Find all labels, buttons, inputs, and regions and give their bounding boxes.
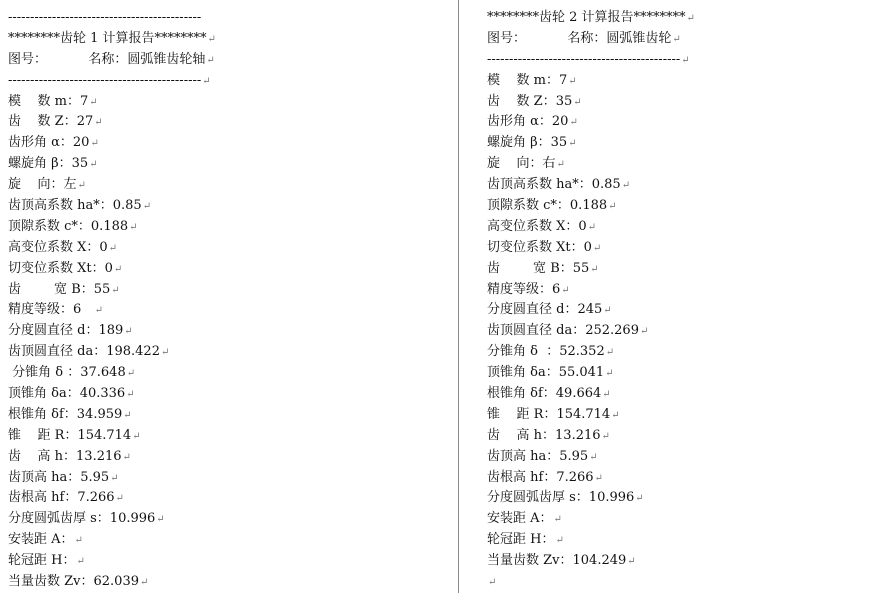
report-line-text: 顶锥角 δa：40.336	[8, 386, 126, 402]
report-line-text: 齿 宽 B：55	[8, 281, 111, 297]
report-line-text: 顶隙系数 c*：0.188	[8, 218, 129, 234]
report-line	[487, 509, 887, 530]
report-line-text: 切变位系数 Xt：0	[8, 260, 113, 276]
report-line-text: 分锥角 δ ：37.648	[8, 365, 126, 381]
paragraph-mark-icon: ↵	[594, 472, 603, 484]
paragraph-mark-icon: ↵	[556, 159, 565, 171]
report-line-text: 齿顶高 ha：5.95	[8, 469, 110, 485]
report-line-text: 高变位系数 X：0	[8, 239, 108, 255]
report-line-text: 精度等级：6	[487, 281, 561, 297]
report-line-text: 齿顶高系数 ha*：0.85	[8, 198, 142, 214]
report-line	[487, 133, 887, 154]
report-line-text: 当量齿数 Zv：104.249	[487, 553, 627, 569]
report-line-text: 齿 高 h：13.216	[487, 427, 601, 443]
paragraph-mark-icon: ↵	[89, 159, 98, 171]
report-line-text: 根锥角 δf：49.664	[487, 386, 602, 402]
report-line	[487, 50, 887, 71]
report-line	[487, 384, 887, 405]
paragraph-mark-icon: ↵	[568, 75, 577, 87]
report-line	[487, 551, 887, 572]
paragraph-mark-icon: ↵	[686, 13, 695, 24]
paragraph-mark-icon: ↵	[110, 472, 119, 484]
report-line	[487, 29, 887, 50]
paragraph-mark-icon: ↵	[635, 493, 644, 505]
report-line-text: 高变位系数 X：0	[487, 218, 587, 234]
report-line-text: 顶锥角 δa：55.041	[487, 365, 605, 381]
report-line	[8, 133, 448, 154]
paragraph-mark-icon: ↵	[115, 493, 124, 505]
report-line	[8, 29, 448, 50]
report-line-text: 齿形角 α：20	[8, 135, 90, 151]
paragraph-mark-icon: ↵	[77, 180, 86, 192]
paragraph-mark-icon: ↵	[605, 368, 614, 380]
report-line-text: 齿根高 hf：7.266	[487, 469, 594, 485]
report-line	[8, 196, 448, 217]
report-line	[8, 259, 448, 280]
report-line-text: 分度圆直径 d：189	[8, 323, 124, 339]
report-line	[487, 405, 887, 426]
report-line	[8, 342, 448, 363]
paragraph-mark-icon: ↵	[207, 33, 216, 45]
report-line	[487, 112, 887, 133]
paragraph-mark-icon: ↵	[126, 389, 135, 401]
report-line-text: 锥 距 R：154.714	[8, 427, 132, 443]
paragraph-mark-icon: ↵	[76, 556, 85, 568]
report-line	[487, 175, 887, 196]
paragraph-mark-icon: ↵	[111, 284, 120, 296]
report-line-text: 齿顶高系数 ha*：0.85	[487, 177, 621, 193]
paragraph-mark-icon: ↵	[74, 535, 83, 547]
report-line	[8, 384, 448, 405]
report-line-text: 齿顶高 ha：5.95	[487, 448, 589, 464]
report-line	[8, 468, 448, 489]
report-line	[8, 217, 448, 238]
paragraph-mark-icon: ↵	[206, 54, 215, 66]
report-line-text: 分度圆弧齿厚 s：10.996	[8, 511, 156, 527]
report-line	[8, 530, 448, 551]
report-line-text: 齿 高 h：13.216	[8, 448, 122, 464]
report-line	[8, 280, 448, 301]
report-line-text: 模 数 m：7	[487, 72, 568, 88]
paragraph-mark-icon: ↵	[605, 347, 615, 359]
report-line	[487, 217, 887, 238]
paragraph-mark-icon: ↵	[561, 284, 570, 296]
paragraph-mark-icon: ↵	[627, 556, 636, 568]
paragraph-mark-icon: ↵	[124, 326, 133, 338]
report-line	[487, 238, 887, 259]
report-line-text: 螺旋角 β：35	[487, 135, 568, 151]
report-line-text: 安装距 A：	[487, 511, 553, 527]
paragraph-mark-icon: ↵	[621, 180, 631, 192]
report-line	[8, 488, 448, 509]
paragraph-mark-icon: ↵	[587, 221, 597, 233]
paragraph-mark-icon: ↵	[601, 430, 610, 442]
report-line-text: --------------------------------------------	[8, 72, 202, 88]
paragraph-mark-icon: ↵	[156, 514, 165, 526]
paragraph-mark-icon: ↵	[672, 33, 681, 45]
report-line-text: 轮冠距 H：	[8, 553, 76, 569]
report-line	[487, 342, 887, 363]
paragraph-mark-icon: ↵	[639, 326, 649, 338]
paragraph-mark-icon: ↵	[140, 577, 149, 589]
paragraph-mark-icon: ↵	[589, 451, 598, 463]
report-line	[487, 530, 887, 551]
paragraph-mark-icon: ↵	[603, 305, 612, 317]
paragraph-mark-icon: ↵	[568, 138, 577, 150]
report-line	[487, 572, 887, 593]
report-line	[487, 488, 887, 509]
report-line	[487, 363, 887, 384]
report-line-text: 模 数 m：7	[8, 93, 89, 109]
report-line	[487, 321, 887, 342]
report-line	[8, 426, 448, 447]
paragraph-mark-icon: ↵	[142, 201, 152, 213]
report-line	[8, 71, 448, 92]
paragraph-mark-icon: ↵	[89, 96, 98, 108]
report-line	[487, 426, 887, 447]
paragraph-mark-icon: ↵	[555, 535, 564, 547]
report-line-text: 齿 数 Z：27	[8, 114, 94, 130]
report-line	[8, 509, 448, 530]
report-line-text: 分度圆弧齿厚 s：10.996	[487, 490, 635, 506]
report-line-text: --------------------------------------------	[8, 10, 202, 25]
report-line-text: 齿根高 hf：7.266	[8, 490, 115, 506]
report-line	[487, 154, 887, 175]
paragraph-mark-icon: ↵	[113, 263, 123, 275]
report-line-text: 锥 距 R：154.714	[487, 406, 611, 422]
report-line-text: 根锥角 δf：34.959	[8, 406, 123, 422]
report-line	[8, 92, 448, 113]
report-line	[8, 112, 448, 133]
report-line-text: 齿 宽 B：55	[487, 260, 590, 276]
report-line-text: 齿 数 Z：35	[487, 93, 573, 109]
report-line	[8, 321, 448, 342]
report-line-text: 当量齿数 Zv：62.039	[8, 574, 139, 590]
report-line-text: 精度等级：6	[8, 302, 94, 318]
report-line-text: 分锥角 δ ：52.352	[487, 344, 605, 360]
paragraph-mark-icon: ↵	[94, 117, 103, 129]
paragraph-mark-icon: ↵	[590, 263, 599, 275]
paragraph-mark-icon: ↵	[132, 430, 141, 442]
report-line	[8, 238, 448, 259]
report-line-text: ********齿轮 1 计算报告********	[8, 30, 207, 46]
paragraph-mark-icon: ↵	[553, 514, 562, 526]
report-line-text: 齿形角 α：20	[487, 114, 569, 130]
report-line-text: 图号： 名称：圆弧锥齿轮	[487, 30, 672, 46]
report-line	[487, 280, 887, 301]
paragraph-mark-icon: ↵	[202, 75, 211, 87]
report-line	[8, 50, 448, 71]
report-line	[487, 71, 887, 92]
report-line-text: 分度圆直径 d：245	[487, 302, 603, 318]
paragraph-mark-icon: ↵	[122, 451, 131, 463]
report-line-text: 齿顶圆直径 da：252.269	[487, 323, 639, 339]
report-line	[487, 196, 887, 217]
report-line	[487, 468, 887, 489]
paragraph-mark-icon: ↵	[129, 221, 138, 233]
report-line-text: 图号： 名称：圆弧锥齿轮轴	[8, 51, 206, 67]
report-line	[8, 572, 448, 593]
paragraph-mark-icon: ↵	[602, 389, 611, 401]
report-line	[8, 405, 448, 426]
report-line-text: 齿顶圆直径 da：198.422	[8, 344, 160, 360]
paragraph-mark-icon: ↵	[94, 305, 104, 317]
report-line	[487, 447, 887, 468]
report-line-text: 轮冠距 H：	[487, 532, 555, 548]
report-line	[8, 447, 448, 468]
report-line-text: 旋 向：右	[487, 156, 556, 172]
paragraph-mark-icon: ↵	[592, 242, 602, 254]
report-line	[8, 300, 448, 321]
report-line	[487, 8, 887, 29]
report-line	[8, 363, 448, 384]
paragraph-mark-icon: ↵	[108, 242, 118, 254]
report-line-text: ********齿轮 2 计算报告********	[487, 10, 686, 25]
paragraph-mark-icon: ↵	[90, 138, 99, 150]
report-line-text: 安装距 A：	[8, 532, 74, 548]
report-line-text: 旋 向：左	[8, 177, 77, 193]
gear-2-report	[487, 8, 887, 593]
report-line	[8, 175, 448, 196]
report-line	[8, 154, 448, 175]
gear-1-report	[8, 8, 448, 593]
paragraph-mark-icon: ↵	[611, 409, 620, 421]
paragraph-mark-icon: ↵	[126, 368, 136, 380]
report-line	[487, 300, 887, 321]
paragraph-mark-icon: ↵	[608, 201, 617, 213]
report-line-text: --------------------------------------------	[487, 51, 681, 67]
report-line-text: 螺旋角 β：35	[8, 156, 89, 172]
report-line	[487, 259, 887, 280]
paragraph-mark-icon: ↵	[569, 117, 578, 129]
paragraph-mark-icon: ↵	[681, 54, 690, 66]
paragraph-mark-icon: ↵	[573, 96, 582, 108]
report-line	[8, 551, 448, 572]
report-line	[487, 92, 887, 113]
paragraph-mark-icon: ↵	[488, 577, 497, 589]
paragraph-mark-icon: ↵	[160, 347, 170, 359]
report-line-text: 顶隙系数 c*：0.188	[487, 198, 608, 214]
right-document-page	[459, 0, 894, 593]
paragraph-mark-icon: ↵	[123, 409, 132, 421]
report-line-text: 切变位系数 Xt：0	[487, 239, 592, 255]
report-line	[8, 8, 448, 29]
